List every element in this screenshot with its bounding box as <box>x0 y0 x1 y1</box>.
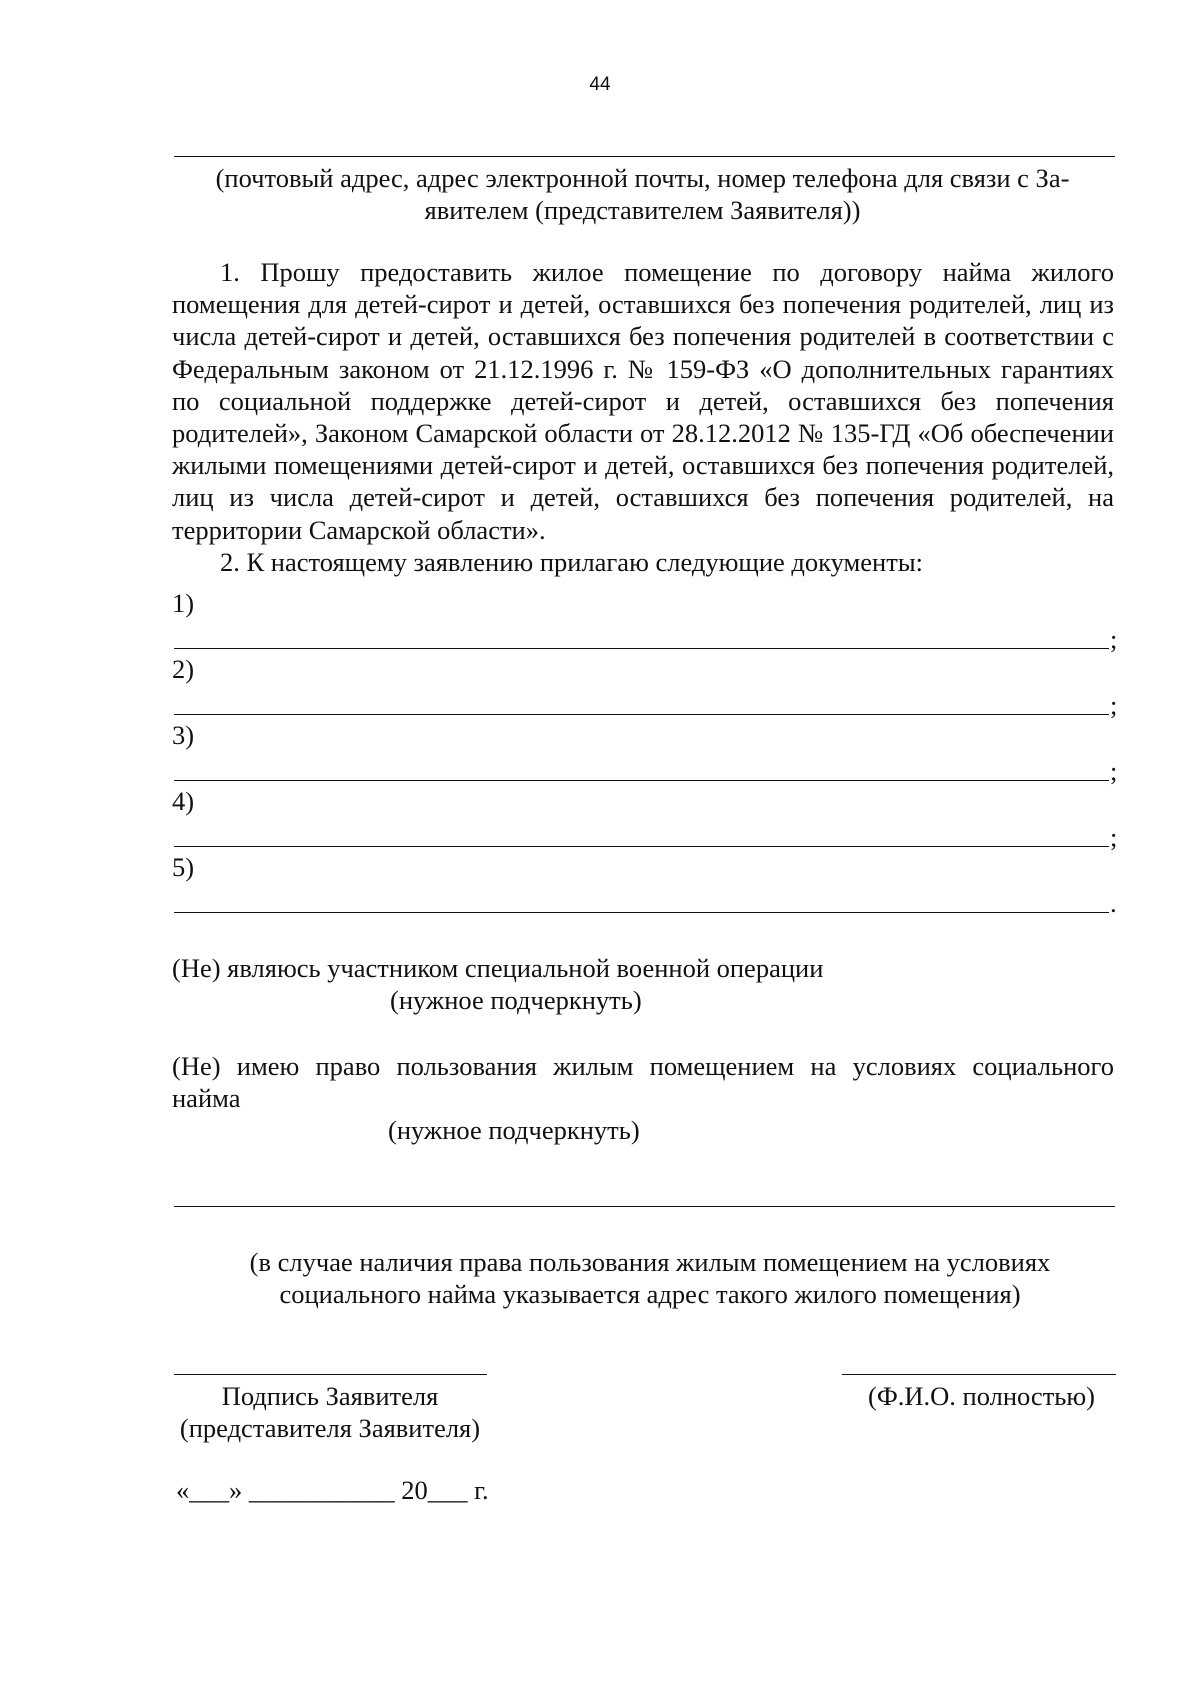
document-fill-line-4[interactable] <box>174 846 1109 847</box>
signature-fill-line[interactable] <box>174 1374 487 1375</box>
address-caption-line-2: социального найма указывается адрес такого жилого помещения) <box>279 1279 1021 1309</box>
document-fill-line-3[interactable] <box>174 780 1109 781</box>
document-end-5: . <box>1110 888 1117 918</box>
svo-statement[interactable]: (Не) являюсь участником специальной военной операции <box>172 953 824 983</box>
document-end-1: ; <box>1110 624 1118 654</box>
address-fill-line[interactable] <box>174 1206 1115 1207</box>
signature-caption-line-1: Подпись Заявителя <box>221 1381 439 1411</box>
document-end-2: ; <box>1110 690 1118 720</box>
underline-hint-2: (нужное подчеркнуть) <box>388 1115 640 1145</box>
document-label-1: 1) <box>172 588 195 618</box>
document-label-2: 2) <box>172 654 195 684</box>
full-name-caption: (Ф.И.О. полностью) <box>868 1381 1095 1411</box>
document-end-4: ; <box>1110 822 1118 852</box>
date-line[interactable]: «___» ___________ 20___ г. <box>176 1475 489 1505</box>
underline-hint-1: (нужное подчеркнуть) <box>390 985 642 1015</box>
social-statement-line-2: найма <box>172 1083 241 1113</box>
request-paragraph: 1. Прошу предоставить жилое помещение по договору найма жилого помещения для детей-сирот и детей, оставшихся без попечения родителей, лиц из числа детей-сирот и детей, оставшихся без попечения родителей в соответствии с Федеральным законом от 21.12.1996 г. № 159-ФЗ «О дополнительных гарантиях по социальной поддержке детей-сирот и детей, оставшихся без попечения родителей», Законом Самарской области от 28.12.2012 № 135-ГД «Об обеспечении жилыми помещениями детей-сирот и детей, оставшихся без попечения родителей, лиц из числа детей-сирот и детей, оставшихся без попечения родителей, на территории Самарской области». <box>172 257 1114 545</box>
full-name-fill-line[interactable] <box>842 1374 1116 1375</box>
social-statement-text: (Не) имею право пользования жилым помещением на условиях социального <box>172 1051 1114 1081</box>
contact-fill-line[interactable] <box>174 156 1115 157</box>
document-fill-line-2[interactable] <box>174 714 1109 715</box>
document-label-5: 5) <box>172 852 195 882</box>
contact-caption-line-1: (почтовый адрес, адрес электронной почты, номер телефона для связи с За- <box>215 163 1070 193</box>
contact-caption-line-2: явителем (представителем Заявителя)) <box>424 195 861 225</box>
documents-intro: 2. К настоящему заявлению прилагаю следующие документы: <box>220 546 923 577</box>
document-fill-line-1[interactable] <box>174 648 1109 649</box>
document-label-3: 3) <box>172 720 195 750</box>
page-number: 44 <box>589 74 611 95</box>
document-fill-line-5[interactable] <box>174 912 1109 913</box>
request-paragraph-block <box>172 256 1114 578</box>
social-statement-line-1[interactable] <box>172 1050 1114 1082</box>
document-end-3: ; <box>1110 756 1118 786</box>
address-caption-line-1: (в случае наличия права пользования жилым помещением на условиях <box>249 1247 1051 1277</box>
signature-caption-line-2: (представителя Заявителя) <box>179 1413 481 1443</box>
document-label-4: 4) <box>172 786 195 816</box>
